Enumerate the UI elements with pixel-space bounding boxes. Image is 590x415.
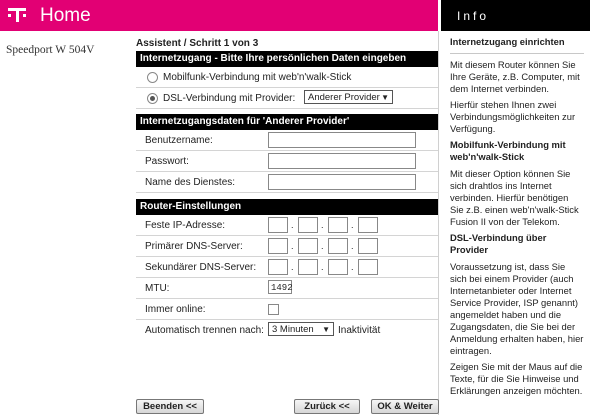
ip-octet-1[interactable] <box>268 217 288 233</box>
wizard-form <box>136 37 438 340</box>
dns1-label: Primärer DNS-Server: <box>145 241 243 252</box>
quit-button[interactable]: Beenden << <box>136 399 204 414</box>
username-label: Benutzername: <box>145 135 213 146</box>
password-row <box>136 151 438 172</box>
dns1-octet-3[interactable] <box>328 238 348 254</box>
service-row <box>136 172 438 193</box>
radio-mobile-label[interactable]: Mobilfunk-Verbindung mit web'n'walk-Stick <box>163 72 352 83</box>
radio-dsl-label[interactable]: DSL-Verbindung mit Provider: <box>163 93 296 104</box>
username-input[interactable] <box>268 132 416 148</box>
telekom-t-logo-icon <box>6 4 38 28</box>
dns2-octet-3[interactable] <box>328 259 348 275</box>
section-header-router: Router-Einstellungen <box>136 199 438 215</box>
info-heading-dsl: DSL-Verbindung über Provider <box>450 232 547 255</box>
chevron-down-icon: ▼ <box>381 93 389 102</box>
username-row <box>136 130 438 151</box>
dns2-octet-4[interactable] <box>358 259 378 275</box>
always-online-checkbox[interactable] <box>268 304 279 315</box>
option-dsl-row[interactable] <box>136 88 438 109</box>
next-button[interactable]: OK & Weiter <box>371 399 439 414</box>
info-heading-mobile: Mobilfunk-Verbindung mit web'n'walk-Stick <box>450 139 566 162</box>
radio-mobile[interactable] <box>147 72 158 83</box>
info-panel <box>450 36 584 401</box>
password-input[interactable] <box>268 153 416 169</box>
service-label: Name des Dienstes: <box>145 177 236 188</box>
dns2-octet-1[interactable] <box>268 259 288 275</box>
mtu-label: MTU: <box>145 283 170 294</box>
dns2-label: Sekundärer DNS-Server: <box>145 262 257 273</box>
dns1-octet-1[interactable] <box>268 238 288 254</box>
ip-row: Feste IP-Adresse: . . . <box>136 215 438 236</box>
ip-label: Feste IP-Adresse: <box>145 220 226 231</box>
auto-disconnect-label: Automatisch trennen nach: <box>145 325 264 336</box>
back-button[interactable]: Zurück << <box>294 399 360 414</box>
header-title[interactable]: Home <box>40 5 91 26</box>
info-text-1: Mit diesem Router können Sie Ihre Geräte, z.B. Computer, mit dem Internet verbinden. <box>450 59 580 94</box>
mtu-input[interactable]: 1492 <box>268 280 292 294</box>
dns1-row: Primärer DNS-Server: . . . <box>136 236 438 257</box>
ip-octet-3[interactable] <box>328 217 348 233</box>
radio-dsl[interactable] <box>147 93 158 104</box>
ip-octet-4[interactable] <box>358 217 378 233</box>
ip-octet-2[interactable] <box>298 217 318 233</box>
option-mobile-row[interactable] <box>136 67 438 88</box>
mtu-row <box>136 278 438 299</box>
dns1-octet-4[interactable] <box>358 238 378 254</box>
device-name: Speedport W 504V <box>6 44 95 56</box>
dns1-octet-2[interactable] <box>298 238 318 254</box>
info-text-2: Hierfür stehen Ihnen zwei Verbindungsmöglichkeiten zur Verfügung. <box>450 99 576 134</box>
breadcrumb: Assistent / Schritt 1 von 3 <box>136 38 259 49</box>
provider-select-value: Anderer Provider <box>308 92 380 103</box>
section-header-internet: Internetzugang - Bitte Ihre persönlichen Daten eingeben <box>136 51 438 67</box>
dns2-row: Sekundärer DNS-Server: . . . <box>136 257 438 278</box>
auto-disconnect-value: 3 Minuten <box>272 324 314 335</box>
info-header <box>441 0 590 31</box>
header-bar <box>0 0 438 31</box>
auto-disconnect-select[interactable] <box>268 322 334 336</box>
info-text-5: Zeigen Sie mit der Maus auf die Texte, für die Sie Hinweise und Erklärungen anzeigen möchten. <box>450 361 583 396</box>
chevron-down-icon: ▼ <box>322 325 330 334</box>
auto-disconnect-row <box>136 320 438 340</box>
panel-divider <box>438 31 442 415</box>
info-heading-setup: Internetzugang einrichten <box>450 36 565 47</box>
always-online-label: Immer online: <box>145 304 206 315</box>
dns2-octet-2[interactable] <box>298 259 318 275</box>
info-text-4: Voraussetzung ist, dass Sie sich bei einem Provider (auch Internetanbieter oder Internet Service Provider, ISP genannt) angemeldet haben und die Zugangsdaten, die Sie bei der Anmeldung erhalten haben, hier eintragen. <box>450 261 584 356</box>
password-label: Passwort: <box>145 156 189 167</box>
info-title: Info <box>457 9 490 23</box>
section-header-credentials: Internetzugangsdaten für 'Anderer Provider' <box>136 114 438 130</box>
inactivity-label: Inaktivität <box>338 325 381 336</box>
service-input[interactable] <box>268 174 416 190</box>
info-text-3: Mit dieser Option können Sie sich drahtlos ins Internet verbinden. Hierfür benötigen Sie z.B. einen web'n'walk-Stick Fusion II von der Telekom. <box>450 168 579 227</box>
always-online-row <box>136 299 438 320</box>
provider-select[interactable] <box>304 90 393 104</box>
